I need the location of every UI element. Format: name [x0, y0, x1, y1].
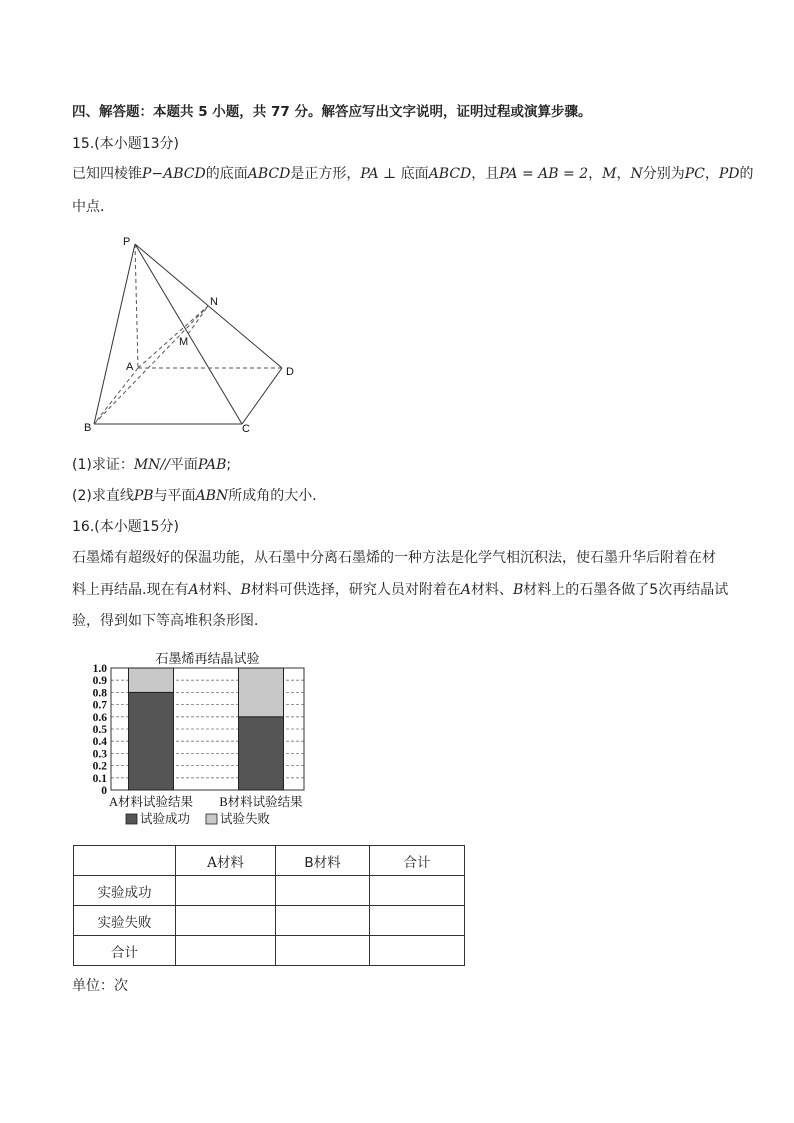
- edge-CD: [242, 368, 282, 424]
- q15-header: [72, 134, 179, 154]
- contingency-table: [73, 845, 465, 966]
- segment-BN-hidden: [94, 306, 208, 424]
- stacked-bar-chart: [76, 648, 326, 830]
- stem-text: 分别为: [642, 166, 685, 182]
- q15-part2: [72, 486, 326, 506]
- stem-text: 已知四棱锥: [72, 166, 142, 182]
- table-cell: [276, 936, 370, 966]
- table-header-cell: 合计: [370, 846, 465, 876]
- part-math: MN//: [133, 457, 170, 473]
- part-text: 所成角的大小．: [228, 488, 327, 504]
- stem-text: 底面: [396, 166, 429, 182]
- stem-text: ，: [704, 166, 719, 182]
- row-label: 合计: [74, 936, 176, 966]
- part-math: ABN: [195, 488, 229, 504]
- q15-score: (本小题13分): [94, 136, 180, 152]
- stem-math: PA ⊥: [360, 166, 397, 182]
- y-tick-label: 0.2: [92, 760, 107, 773]
- q16-para-line3: 验，得到如下等高堆积条形图．: [72, 613, 268, 629]
- stem-text: 是正方形，: [290, 166, 361, 182]
- edge-PB: [94, 244, 135, 424]
- para-math: B: [240, 582, 251, 598]
- legend-label: 试验失败: [220, 812, 271, 826]
- part-text: (1)求证：: [72, 457, 134, 473]
- stem-math: N: [630, 166, 643, 182]
- unit-note: 单位：次: [72, 978, 128, 994]
- table-cell: [276, 876, 370, 906]
- segment-MN-hidden: [188, 306, 208, 334]
- table-cell: [370, 936, 465, 966]
- chart-title: 石墨烯再结晶试验: [155, 651, 260, 666]
- bar-segment: [239, 668, 284, 717]
- row-label: 实验失败: [74, 906, 176, 936]
- y-tick-label: 0.5: [92, 724, 107, 736]
- edge-PA-hidden: [135, 244, 138, 368]
- bar-segment: [129, 668, 174, 692]
- legend-swatch: [206, 814, 217, 824]
- q15-part1: [72, 455, 231, 475]
- q16-number: 16.: [72, 519, 95, 535]
- q16-header: [72, 517, 179, 537]
- part-text: ;: [226, 457, 232, 473]
- table-header-cell: B材料: [276, 846, 370, 876]
- y-tick-label: 0.3: [92, 748, 107, 761]
- para-text: 材料、: [471, 582, 513, 598]
- label-B: B: [84, 422, 92, 434]
- part-math: PB: [133, 488, 154, 504]
- y-tick-label: 0: [101, 785, 107, 797]
- stem-math: M: [602, 166, 617, 182]
- label-C: C: [242, 423, 250, 435]
- q16-para-line2: [72, 580, 728, 600]
- q16-para-line1: 石墨烯有超级好的保温功能，从石墨中分离石墨烯的一种方法是化学气相沉积法，使石墨升华后附着在材: [72, 550, 716, 566]
- y-tick-label: 0.8: [92, 687, 107, 700]
- legend-label: 试验成功: [140, 812, 191, 826]
- part-text: (2)求直线: [72, 488, 134, 504]
- table-row: [74, 936, 465, 966]
- label-A: A: [126, 361, 134, 373]
- y-tick-label: 0.1: [92, 772, 107, 785]
- stem-math: PC: [684, 166, 705, 182]
- bar-segment: [129, 692, 174, 790]
- stem-math: PA = AB = 2: [499, 166, 589, 182]
- q15-number: 15.: [72, 136, 95, 152]
- para-text: 材料上的石墨各做了5次再结晶试: [523, 582, 729, 598]
- stem-math: ABCD: [247, 166, 291, 182]
- stem-text: ，: [588, 166, 603, 182]
- stem-math: PD: [718, 166, 740, 182]
- table-cell: [370, 906, 465, 936]
- stem-math: P−ABCD: [142, 166, 206, 182]
- stem-text: ，: [616, 166, 631, 182]
- stem-text: ，且: [471, 166, 500, 182]
- stem-text: 的: [739, 166, 754, 182]
- para-math: B: [513, 582, 524, 598]
- q16-score: (本小题15分): [94, 519, 180, 535]
- segment-AN-hidden: [138, 306, 208, 368]
- section-header: 四、解答题：本题共 5 小题，共 77 分。解答应写出文字说明，证明过程或演算步骤。: [72, 104, 592, 120]
- y-tick-label: 0.6: [92, 711, 107, 724]
- table-cell: [176, 876, 276, 906]
- table-cell: [176, 936, 276, 966]
- y-tick-label: 0.9: [92, 675, 107, 688]
- label-N: N: [210, 296, 218, 308]
- para-text: 材料、: [198, 582, 241, 598]
- pyramid-figure: [82, 232, 312, 437]
- para-math: A: [460, 582, 471, 598]
- y-tick-label: 0.7: [92, 699, 107, 712]
- stem-text: 的底面: [205, 166, 248, 182]
- para-math: A: [188, 582, 199, 598]
- table-row: [74, 906, 465, 936]
- y-tick-label: 0.4: [92, 736, 107, 749]
- table-header-cell: A材料: [176, 846, 276, 876]
- q15-stem-line2: 中点．: [72, 199, 114, 215]
- edge-PD: [135, 244, 282, 368]
- table-header-row: [74, 846, 465, 876]
- table-header-cell: [74, 846, 176, 876]
- table-cell: [276, 906, 370, 936]
- x-category-label: B材料试验结果: [219, 795, 303, 809]
- part-math: PAB: [197, 457, 227, 473]
- y-tick-label: 1.0: [92, 663, 107, 675]
- table-cell: [370, 876, 465, 906]
- para-text: 材料可供选择，研究人员对附着在: [250, 582, 461, 598]
- label-M: M: [179, 336, 189, 348]
- bar-segment: [239, 717, 284, 790]
- label-D: D: [286, 366, 294, 378]
- part-text: 与平面: [153, 488, 196, 504]
- legend-swatch: [126, 814, 137, 824]
- para-text: 料上再结晶.现在有: [72, 582, 189, 598]
- label-P: P: [123, 236, 131, 248]
- x-category-label: A材料试验结果: [108, 795, 194, 809]
- row-label: 实验成功: [74, 876, 176, 906]
- table-row: [74, 876, 465, 906]
- table-cell: [176, 906, 276, 936]
- part-text: 平面: [169, 457, 198, 473]
- stem-math: ABCD: [428, 166, 472, 182]
- q15-stem-line1: [72, 164, 754, 184]
